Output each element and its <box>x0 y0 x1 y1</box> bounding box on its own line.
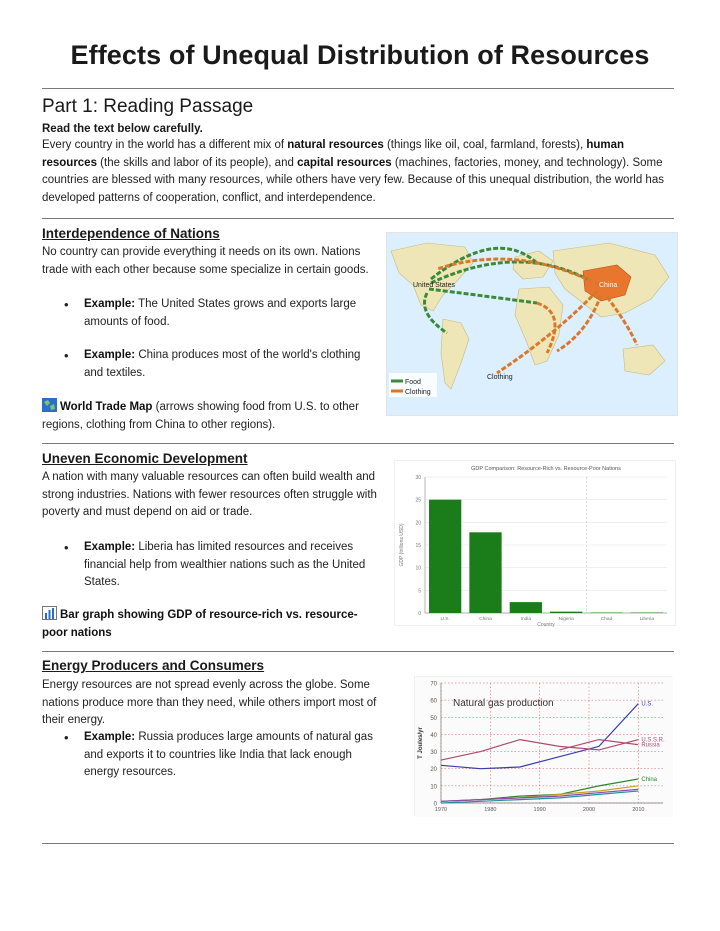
y-tick-label: 0 <box>418 611 421 617</box>
instruction: Read the text below carefully. <box>42 123 203 135</box>
divider <box>42 218 674 219</box>
y-tick-label: 50 <box>430 715 437 722</box>
page-title: Effects of Unequal Distribution of Resources <box>70 40 650 70</box>
y-tick-label: 70 <box>430 681 437 688</box>
globe-icon <box>42 398 57 412</box>
world-trade-map <box>386 232 678 416</box>
series-label: China <box>641 777 658 783</box>
series-label: U.S.S.R. <box>641 737 665 744</box>
series-label: Russia <box>641 742 660 749</box>
x-tick-label: India <box>520 617 532 622</box>
bullet-item: • Example: Russia produces large amounts of natural gas and exports it to countries like India that lack enough energy resources. <box>64 730 373 778</box>
bar <box>510 602 542 613</box>
svg-text:Clothing: Clothing <box>405 389 431 396</box>
section-heading-interdependence: Interdependence of Nations <box>42 226 220 241</box>
y-axis-label: GDP (trillions USD) <box>399 523 405 567</box>
y-tick-label: 15 <box>415 543 421 549</box>
x-tick-label: Chad <box>600 617 613 622</box>
y-tick-label: 60 <box>430 698 437 705</box>
x-tick-label: 1980 <box>484 807 497 813</box>
bar <box>469 532 501 613</box>
bar <box>429 500 461 613</box>
x-tick-label: Nigeria <box>558 617 574 622</box>
x-tick-label: 2010 <box>632 807 645 813</box>
part1-heading: Part 1: Reading Passage <box>42 96 254 117</box>
divider <box>42 443 674 444</box>
y-tick-label: 30 <box>430 750 437 757</box>
map-label-us: United States <box>413 282 456 289</box>
section-body: A nation with many valuable resources can often build wealth and strong industries. Nations with fewer resources often struggle with poverty and must depend on aid or trade. <box>42 471 377 518</box>
map-label-clothing: Clothing <box>487 374 513 381</box>
y-tick-label: 10 <box>415 565 421 572</box>
natural-gas-line-chart <box>414 676 672 816</box>
x-tick-label: 1990 <box>533 807 546 813</box>
divider <box>42 843 674 844</box>
divider <box>42 651 674 652</box>
y-tick-label: 20 <box>415 520 421 527</box>
x-tick-label: U.S. <box>440 617 450 622</box>
x-axis-label: Country <box>537 622 555 627</box>
gdp-bar-chart <box>394 460 676 626</box>
bullet-item: • Example: China produces most of the world's clothing and textiles. <box>64 348 361 379</box>
y-tick-label: 0 <box>433 801 437 808</box>
title-rule <box>42 88 674 89</box>
y-tick-label: 30 <box>415 475 421 481</box>
y-tick-label: 20 <box>430 767 437 774</box>
section-body: Energy resources are not spread evenly across the globe. Some nations produce more than they need, while others import most of their energy. <box>42 679 377 726</box>
y-axis-label: T Joules/yr <box>418 727 424 759</box>
x-tick-label: China <box>479 617 492 622</box>
figure-caption: Bar graph showing GDP of resource-rich vs. resource-poor nations <box>42 606 372 642</box>
chart-title: GDP Comparison: Resource-Rich vs. Resource-Poor Nations <box>471 466 621 472</box>
section-heading-energy: Energy Producers and Consumers <box>42 658 265 673</box>
bar-chart-icon <box>42 606 57 620</box>
section-heading-economic: Uneven Economic Development <box>42 451 248 466</box>
bullet-item: • Example: The United States grows and exports large amounts of food. <box>64 297 357 328</box>
y-tick-label: 10 <box>430 784 437 791</box>
y-tick-label: 25 <box>415 497 421 504</box>
figure-caption: World Trade Map (arrows showing food from U.S. to other regions, clothing from China to other regions). <box>42 398 372 434</box>
x-tick-label: Liberia <box>639 617 655 622</box>
section-body: No country can provide everything it needs on its own. Nations trade with each other because some specialize in certain goods. <box>42 246 369 276</box>
chart-title: Natural gas production <box>453 698 554 709</box>
series-label: U.S. <box>641 701 654 708</box>
x-tick-label: 1970 <box>434 807 448 813</box>
svg-text:Food: Food <box>405 379 421 386</box>
y-tick-label: 5 <box>418 588 421 595</box>
y-tick-label: 40 <box>430 732 437 739</box>
x-tick-label: 2000 <box>582 807 596 813</box>
bar <box>550 612 582 613</box>
map-label-china: China <box>599 282 618 289</box>
bullet-item: • Example: Liberia has limited resources and receives financial help from wealthier nations such as the United States. <box>64 540 366 588</box>
intro-paragraph: Every country in the world has a different mix of natural resources (things like oil, coal, farmland, forests), human resources (the skills and labor of its people), and capital resources (machines, factories, money, and technology). Some countries are blessed with many resources, while others have very few. Because of this unequal distribution, the world has developed patterns of cooperation, conflict, and interdependence. <box>42 139 664 204</box>
